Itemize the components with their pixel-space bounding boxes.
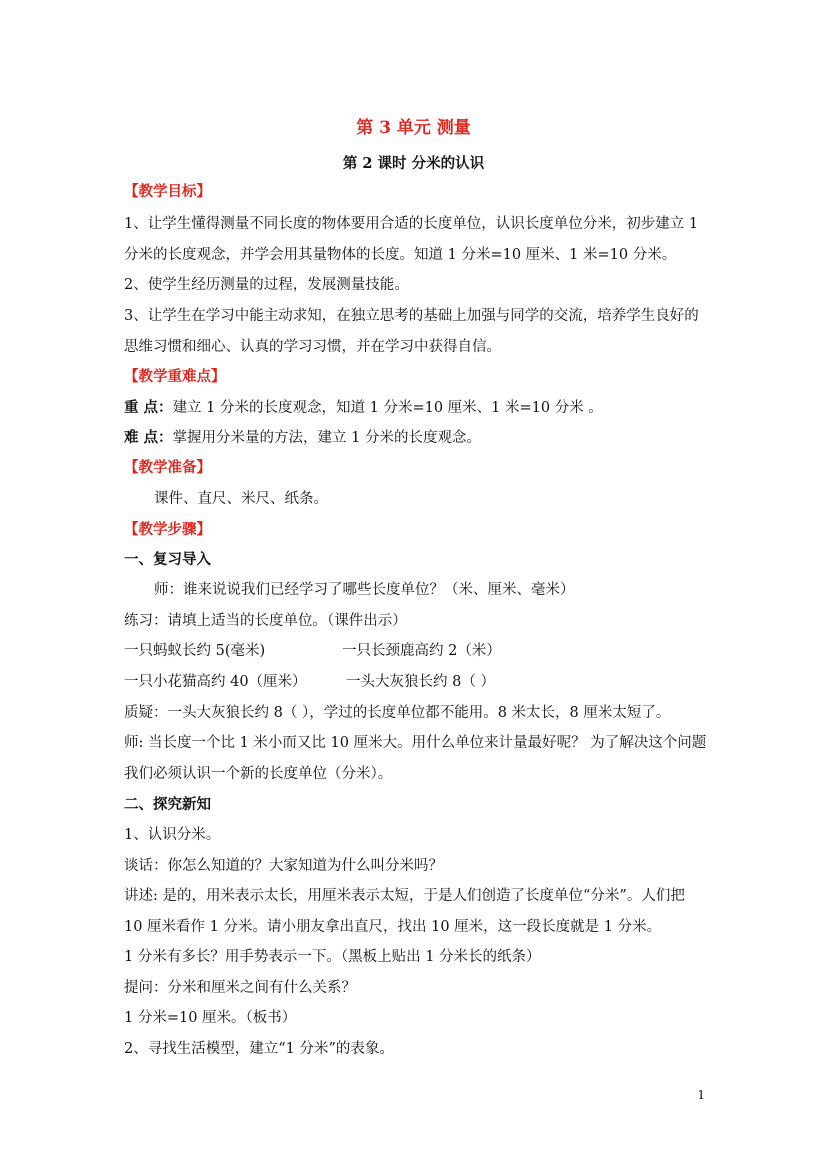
goal-1-line-1: 1、让学生懂得测量不同长度的物体要用合适的长度单位，认识长度单位分米，初步建立 1 xyxy=(124,216,699,232)
key-point xyxy=(124,398,603,418)
part-2-line-3: 讲述: 是的，用米表示太长，用厘米表示太短，于是人们创造了长度单位“分米”。人们把 xyxy=(124,888,685,904)
part-1-line-1: 师：谁来说说我们已经学习了哪些长度单位？（米、厘米、毫米） xyxy=(154,582,575,598)
key-point-text: 建立 1 分米的长度观念，知道 1 分米=10 厘米、1 米=10 分米 。 xyxy=(172,400,603,416)
steps-heading: 【教学步骤】 xyxy=(124,521,211,538)
page-title: 第 3 单元 测量 xyxy=(356,118,471,138)
part-2-heading: 二、探究新知 xyxy=(124,796,211,813)
goal-3-line-1: 3、让学生在学习中能主动求知，在独立思考的基础上加强与同学的交流，培养学生良好的 xyxy=(124,308,699,324)
preparation-heading: 【教学准备】 xyxy=(124,459,211,476)
part-2-line-2: 谈话：你怎么知道的？大家知道为什么叫分米吗？ xyxy=(124,858,443,874)
part-2-line-7: 1 分米=10 厘米。（板书） xyxy=(124,1010,297,1026)
part-2-line-5: 1 分米有多长？用手势表示一下。（黑板上贴出 1 分米长的纸条） xyxy=(124,949,541,965)
goal-2: 2、使学生经历测量的过程，发展测量技能。 xyxy=(124,277,409,293)
part-1-line-6: 师: 当长度一个比 1 米小而又比 10 厘米大。用什么单位来计量最好呢？ 为了解决这个问题 xyxy=(124,735,707,751)
difficult-point xyxy=(124,428,481,448)
goals-heading: 【教学目标】 xyxy=(124,183,211,200)
difficult-point-label: 难 点： xyxy=(124,429,173,446)
part-2-line-8: 2、寻找生活模型，建立“1 分米”的表象。 xyxy=(124,1041,394,1057)
part-1-line-5: 质疑：一头大灰狼长约 8（ ），学过的长度单位都不能用。8 米太长，8 厘米太短了。 xyxy=(124,705,671,721)
part-1-line-2: 练习：请填上适当的长度单位。（课件出示） xyxy=(124,613,407,629)
part-1-heading: 一、复习导入 xyxy=(124,551,211,568)
preparation-text: 课件、直尺、米尺、纸条。 xyxy=(154,491,328,507)
lesson-subtitle: 第 2 课时 分米的认识 xyxy=(342,155,485,172)
page-number: 1 xyxy=(697,1088,705,1102)
goal-3-line-2: 思维习惯和细心、认真的学习习惯，并在学习中获得自信。 xyxy=(124,339,501,355)
part-1-line-3a: 一只蚂蚁长约 5(毫米) xyxy=(124,643,266,659)
part-1-line-7: 我们必须认识一个新的长度单位（分米）。 xyxy=(124,766,393,782)
part-1-line-4a: 一只小花猫高约 40（厘米） xyxy=(124,674,307,690)
part-1-line-4b: 一头大灰狼长约 8（ ） xyxy=(346,674,495,690)
key-point-label: 重 点： xyxy=(124,399,173,416)
goal-1-line-2: 分米的长度观念，并学会用其量物体的长度。知道 1 分米=10 厘米、1 米=10 分米。 xyxy=(124,247,677,263)
part-1-line-3b: 一只长颈鹿高约 2（米） xyxy=(342,643,501,659)
part-2-line-6: 提问：分米和厘米之间有什么关系？ xyxy=(124,980,356,996)
part-2-line-1: 1、认识分米。 xyxy=(124,827,221,843)
part-2-line-4: 10 厘米看作 1 分米。请小朋友拿出直尺，找出 10 厘米，这一段长度就是 1 分米。 xyxy=(124,919,662,935)
difficult-point-text: 掌握用分米量的方法，建立 1 分米的长度观念。 xyxy=(172,430,482,446)
key-points-heading: 【教学重难点】 xyxy=(124,368,226,385)
